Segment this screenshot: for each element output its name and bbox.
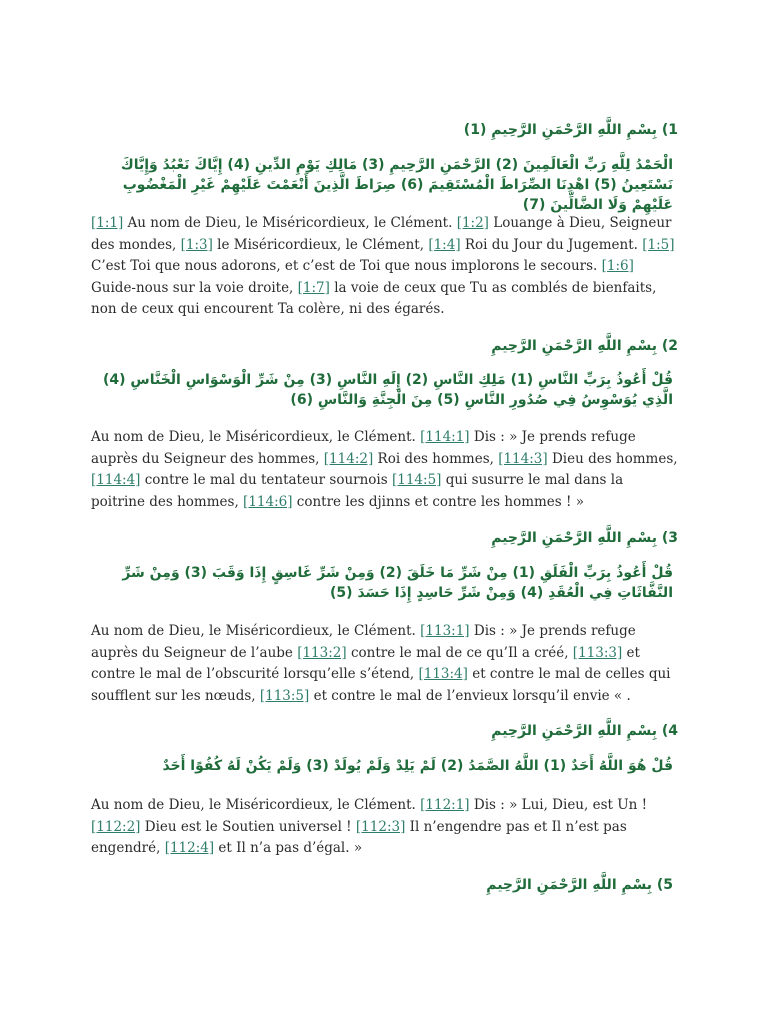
translation-lead: Au nom de Dieu, le Miséricordieux, le Clément. — [91, 429, 421, 445]
verse-ref-113-4[interactable]: [113:4] — [418, 666, 468, 682]
surah-112-arabic-verses: قُلْ هُوَ اللَّهُ أَحَدٌ (1) اللَّهُ الصَّمَدُ (2) لَمْ يَلِدْ وَلَمْ يُولَدْ (3) وَلَمْ يَكُنْ لَهُ كُفُوًا أَحَدٌ — [162, 758, 673, 774]
verse-ref-114-3[interactable]: [114:3] — [498, 450, 548, 467]
verse-ref-1-2[interactable]: [1:2] — [456, 215, 489, 231]
verse-ref-114-2[interactable]: [114:2] — [323, 450, 374, 467]
verse-ref-113-1[interactable]: [113:1] — [420, 623, 470, 639]
verse-ref-112-4[interactable]: [112:4] — [164, 840, 215, 856]
translation-text: contre les djinns et contre les hommes ! » — [292, 493, 584, 510]
verse-ref-1-3[interactable]: [1:3] — [180, 236, 213, 253]
verse-ref-112-1[interactable]: [112:1] — [420, 797, 470, 813]
verse-ref-114-4[interactable]: [114:4] — [91, 472, 141, 488]
verse-ref-112-2[interactable]: [112:2] — [91, 818, 141, 835]
translation-lead: Au nom de Dieu, le Miséricordieux, le Clément. — [91, 623, 421, 639]
translation-text: qui susurre le mal dans la poitrine des hommes, — [91, 472, 624, 510]
surah-1-translation — [91, 213, 681, 321]
verse-ref-114-6[interactable]: [114:6] — [243, 493, 293, 510]
surah-114-arabic-verses: قُلْ أَعُوذُ بِرَبِّ النَّاسِ (1) مَلِكِ النَّاسِ (2) إِلَهِ النَّاسِ (3) مِنْ شَرِّ الْوَسْوَاسِ الْخَنَّاسِ (4) الَّذِي يُوَسْوِسُ فِي صُدُورِ النَّاسِ (5) مِنَ الْجِنَّةِ وَالنَّاسِ (6) — [102, 372, 673, 408]
translation-text: Dis : » Je prends refuge auprès du Seigneur des hommes, — [91, 429, 636, 467]
translation-text: contre le mal du tentateur sournois — [140, 472, 392, 488]
translation-text: Dieu est le Soutien universel ! — [140, 818, 356, 835]
translation-text: le Miséricordieux, le Clément, — [212, 236, 429, 253]
translation-text: Dis : » Lui, Dieu, est Un ! — [469, 797, 648, 813]
verse-ref-1-1[interactable]: [1:1] — [91, 215, 124, 231]
surah-113-heading: 3) بِسْمِ اللَّهِ الرَّحْمَنِ الرَّحِيمِ — [491, 530, 678, 546]
surah-112-translation — [91, 795, 681, 860]
surah-113-arabic-verses: قُلْ أَعُوذُ بِرَبِّ الْفَلَقِ (1) مِنْ شَرِّ مَا خَلَقَ (2) وَمِنْ شَرِّ غَاسِقٍ إِذَا وَقَبَ (3) وَمِنْ شَرِّ النَّفَّاثَاتِ فِي الْعُقَدِ (4) وَمِنْ شَرِّ حَاسِدٍ إِذَا حَسَدَ (5) — [122, 565, 673, 601]
translation-text: Roi du Jour du Jugement. — [460, 236, 643, 253]
surah-113-translation — [91, 621, 681, 707]
translation-text: la voie de ceux que Tu as comblés de bienfaits, non de ceux qui encourent Ta colère, ni des égarés. — [91, 279, 657, 317]
translation-text: Dis : » Je prends refuge auprès du Seigneur de l’aube — [91, 623, 636, 661]
surah-112-heading: 4) بِسْمِ اللَّهِ الرَّحْمَنِ الرَّحِيمِ — [491, 723, 678, 739]
surah-1-heading: 1) بِسْمِ اللَّهِ الرَّحْمَنِ الرَّحِيمِ (1) — [463, 122, 678, 138]
verse-ref-113-2[interactable]: [113:2] — [297, 644, 347, 661]
verse-ref-113-3[interactable]: [113:3] — [572, 644, 623, 661]
verse-ref-1-5[interactable]: [1:5] — [642, 236, 675, 253]
surah-1-arabic-verses: الْحَمْدُ لِلَّهِ رَبِّ الْعَالَمِينَ (2) الرَّحْمَنِ الرَّحِيمِ (3) مَالِكِ يَوْمِ الدِّينِ (4) إِيَّاكَ نَعْبُدُ وَإِيَّاكَ نَسْتَعِينُ (5) اهْدِنَا الصِّرَاطَ الْمُسْتَقِيمَ (6) صِرَاطَ الَّذِينَ أَنْعَمْتَ عَلَيْهِمْ غَيْرِ الْمَغْضُوبِ عَلَيْهِمْ وَلَا الضَّالِّينَ (7) — [120, 157, 673, 213]
surah-114-heading: 2) بِسْمِ اللَّهِ الرَّحْمَنِ الرَّحِيمِ — [491, 338, 678, 354]
translation-text: C’est Toi que nous adorons, et c’est de Toi que nous implorons le secours. — [91, 258, 602, 274]
translation-text: et contre le mal de l’obscurité lorsqu’elle s’étend, — [91, 644, 640, 682]
surah-114-translation — [91, 427, 681, 513]
verse-ref-1-6[interactable]: [1:6] — [601, 258, 634, 274]
translation-text: Roi des hommes, — [373, 450, 499, 467]
surah-5-heading: 5) بِسْمِ اللَّهِ الرَّحْمَنِ الرَّحِيمِ — [486, 877, 673, 893]
verse-ref-1-4[interactable]: [1:4] — [428, 236, 461, 253]
verse-ref-112-3[interactable]: [112:3] — [355, 818, 406, 835]
translation-text: et contre le mal de celles qui soufflent sur les nœuds, — [91, 666, 671, 704]
translation-text: Louange à Dieu, Seigneur des mondes, — [91, 215, 672, 253]
translation-text: Dieu des hommes, — [547, 450, 678, 467]
verse-ref-113-5[interactable]: [113:5] — [259, 687, 310, 704]
verse-ref-114-1[interactable]: [114:1] — [420, 429, 470, 445]
translation-lead: Au nom de Dieu, le Miséricordieux, le Clément. — [91, 797, 421, 813]
translation-text: contre le mal de ce qu’Il a créé, — [346, 644, 573, 661]
translation-text: Guide-nous sur la voie droite, — [91, 279, 298, 296]
translation-text: Au nom de Dieu, le Miséricordieux, le Clément. — [123, 215, 457, 231]
verse-ref-1-7[interactable]: [1:7] — [297, 279, 330, 296]
translation-text: et Il n’a pas d’égal. » — [214, 840, 363, 856]
translation-text: et contre le mal de l’envieux lorsqu’il envie « . — [309, 687, 631, 704]
translation-text: Il n’engendre pas et Il n’est pas engendré, — [91, 818, 627, 856]
verse-ref-114-5[interactable]: [114:5] — [391, 472, 442, 488]
